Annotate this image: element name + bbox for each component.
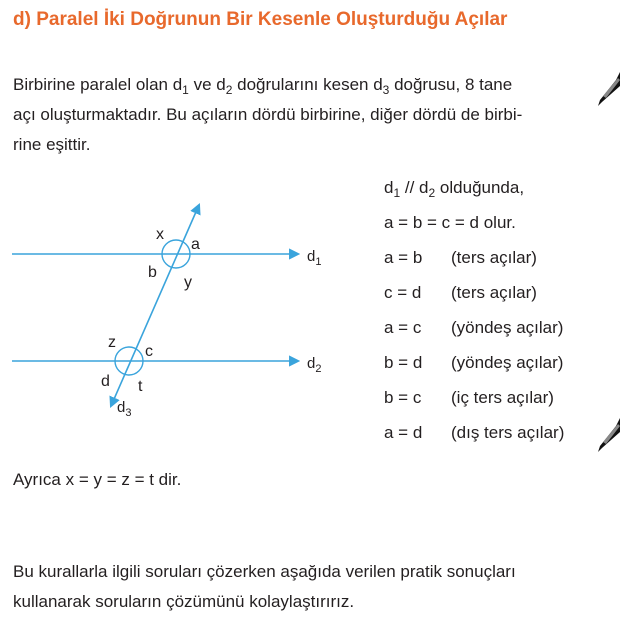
angle-c: c: [145, 343, 153, 360]
closing-line-1: Bu kurallarla ilgili soruları çözerken aşağıda verilen pratik sonuçları: [13, 562, 516, 581]
rule-pair: a = d (dış ters açılar): [384, 423, 565, 442]
angle-b: b: [148, 264, 157, 281]
rule-parallel: $d_1 // d_2$ olduğunda,: [384, 178, 525, 200]
rule-all-equal: a = b = c = d olur.: [384, 213, 516, 232]
angle-rules: [384, 170, 564, 450]
also-statement: Ayrıca x = y = z = t dir.: [13, 470, 182, 489]
section-heading: d) Paralel İki Doğrunun Bir Kesenle Oluşturduğu Açılar: [13, 9, 508, 30]
angle-z: z: [108, 334, 116, 351]
label-d2: $d_2$: [307, 355, 322, 375]
rule-pair: a = c (yöndeş açılar): [384, 318, 564, 337]
angle-t: t: [138, 378, 143, 395]
parallel-lines-diagram: [0, 185, 380, 435]
rule-pair: b = c (iç ters açılar): [384, 388, 554, 407]
rule-pair: a = b (ters açılar): [384, 248, 537, 267]
angle-d: d: [101, 373, 110, 390]
intro-line-3: rine eşittir.: [13, 135, 91, 154]
label-d1: $d_1$: [307, 248, 322, 268]
rule-pair: c = d (ters açılar): [384, 283, 537, 302]
line-d3: [111, 205, 199, 406]
closing-line-2: kullanarak soruların çözümünü kolaylaştırırız.: [13, 592, 355, 611]
intro-line-2: açı oluşturmaktadır. Bu açıların dördü birbirine, diğer dördü de birbi-: [13, 105, 523, 124]
rule-pair: b = d (yöndeş açılar): [384, 353, 564, 372]
pencil-icon: [598, 418, 620, 454]
angle-a: a: [191, 236, 200, 253]
pencil-icon: [598, 72, 620, 108]
closing-paragraph: [13, 557, 516, 617]
angle-x: x: [156, 226, 164, 243]
label-d3: $d_3$: [117, 399, 132, 419]
intro-paragraph: [13, 70, 522, 160]
intro-line-1: Birbirine paralel olan $d_1$ ve $d_2$ doğrularını kesen $d_3$ doğrusu, 8 tane: [13, 75, 513, 97]
angle-y: y: [184, 274, 192, 291]
